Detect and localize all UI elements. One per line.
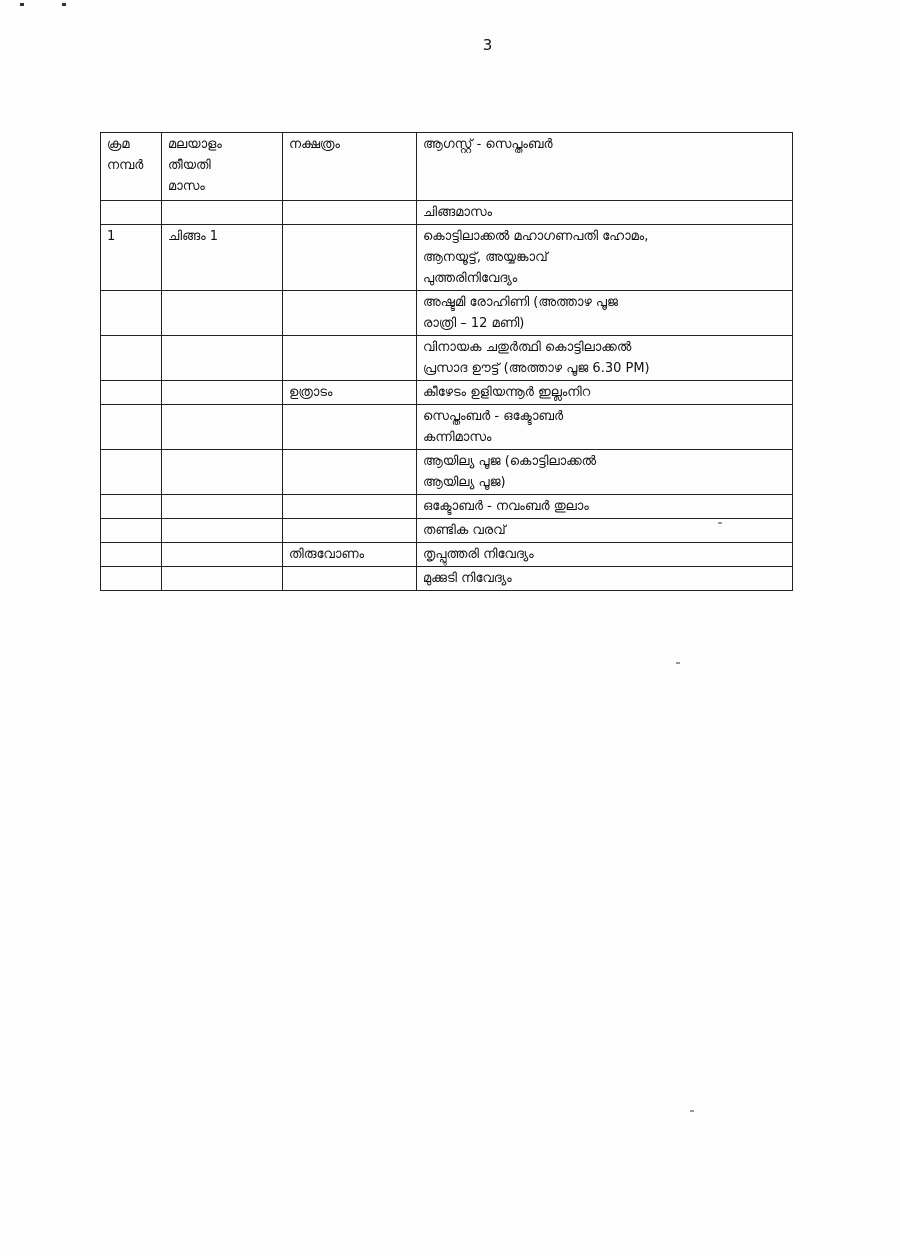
event-cell (417, 291, 793, 336)
table-header-row (101, 133, 793, 201)
table-row (101, 291, 793, 336)
serial-number-cell (101, 336, 162, 381)
table-row (101, 495, 793, 519)
event-line: വിനായക ചതുർത്ഥി കൊട്ടിലാക്കൽ (423, 340, 632, 355)
event-line: സെപ്തംബർ - ഒക്ടോബർ (423, 409, 564, 424)
event-cell (417, 519, 793, 543)
malayalam-date-cell (162, 291, 283, 336)
malayalam-date-cell (162, 336, 283, 381)
malayalam-date-cell (162, 381, 283, 405)
star-cell (283, 567, 417, 591)
serial-number-cell (101, 405, 162, 450)
festival-schedule-table (100, 132, 793, 591)
table-row (101, 405, 793, 450)
event-cell (417, 336, 793, 381)
serial-number-cell (101, 495, 162, 519)
month-heading-cell (417, 495, 793, 519)
malayalam-date-cell (162, 543, 283, 567)
serial-number-cell (101, 291, 162, 336)
star-cell (283, 336, 417, 381)
header-malayalam-date: മലയാളം തീയതി മാസം (162, 133, 283, 201)
serial-number-cell (101, 567, 162, 591)
star-cell (283, 201, 417, 225)
scan-speck (690, 1110, 694, 1112)
event-line: തൃപ്പുത്തരി നിവേദ്യം (423, 547, 534, 562)
event-cell (417, 567, 793, 591)
event-cell (417, 543, 793, 567)
scan-mark-left (20, 3, 24, 6)
event-line: ആയില്യ പൂജ (കൊട്ടിലാക്കൽ (423, 454, 597, 469)
event-cell (417, 381, 793, 405)
table-body (101, 201, 793, 591)
header-event-period: ആഗസ്റ്റ് - സെപ്തംബർ (417, 133, 793, 201)
malayalam-date-cell (162, 519, 283, 543)
event-line: ഒക്ടോബർ - നവംബർ തുലാം (423, 499, 589, 514)
event-line: കൊട്ടിലാക്കൽ മഹാഗണപതി ഹോമം, (423, 229, 649, 244)
malayalam-date-cell (162, 201, 283, 225)
serial-number-cell (101, 543, 162, 567)
page-number: 3 (482, 36, 493, 54)
month-heading-cell (417, 405, 793, 450)
event-line: പുത്തരിനിവേദ്യം (423, 271, 518, 286)
serial-number-cell (101, 519, 162, 543)
serial-number-cell (101, 381, 162, 405)
malayalam-date-cell (162, 405, 283, 450)
month-heading-cell (417, 201, 793, 225)
scan-speck (718, 522, 722, 524)
serial-number-cell (101, 201, 162, 225)
table-row (101, 567, 793, 591)
malayalam-date-cell: ചിങ്ങം 1 (162, 225, 283, 291)
star-cell (283, 405, 417, 450)
event-line: അഷ്ടമി രോഹിണി (അത്താഴ പൂജ (423, 295, 618, 310)
table-row (101, 450, 793, 495)
event-line: തണ്ടിക വരവ് (423, 523, 506, 538)
scan-mark-right (62, 3, 66, 6)
scan-speck (676, 662, 680, 664)
event-line: കീഴേടം ഉളിയന്നൂർ ഇല്ലംനിറ (423, 385, 591, 400)
event-line: മുക്കുടി നിവേദ്യം (423, 571, 512, 586)
table-row (101, 225, 793, 291)
serial-number-cell: 1 (101, 225, 162, 291)
table-row (101, 519, 793, 543)
table-row (101, 381, 793, 405)
event-cell (417, 450, 793, 495)
malayalam-date-cell (162, 495, 283, 519)
header-star: നക്ഷത്രം (283, 133, 417, 201)
malayalam-date-cell (162, 450, 283, 495)
table-row (101, 543, 793, 567)
event-line: ആയില്യ പൂജ) (423, 475, 506, 490)
table-row (101, 336, 793, 381)
serial-number-cell (101, 450, 162, 495)
header-serial-number: ക്രമ നമ്പർ (101, 133, 162, 201)
event-line: ചിങ്ങമാസം (423, 205, 493, 220)
event-line: ആനയൂട്ട്, അയ്യങ്കാവ് (423, 250, 548, 265)
star-cell: ഉത്രാടം (283, 381, 417, 405)
star-cell (283, 225, 417, 291)
star-cell (283, 291, 417, 336)
event-line: കന്നിമാസം (423, 430, 492, 445)
event-cell (417, 225, 793, 291)
star-cell (283, 519, 417, 543)
event-line: രാത്രി – 12 മണി) (423, 316, 525, 331)
star-cell (283, 450, 417, 495)
event-line: പ്രസാദ ഊട്ട് (അത്താഴ പൂജ 6.30 PM) (423, 361, 650, 376)
malayalam-date-cell (162, 567, 283, 591)
star-cell: തിരുവോണം (283, 543, 417, 567)
table-row (101, 201, 793, 225)
star-cell (283, 495, 417, 519)
